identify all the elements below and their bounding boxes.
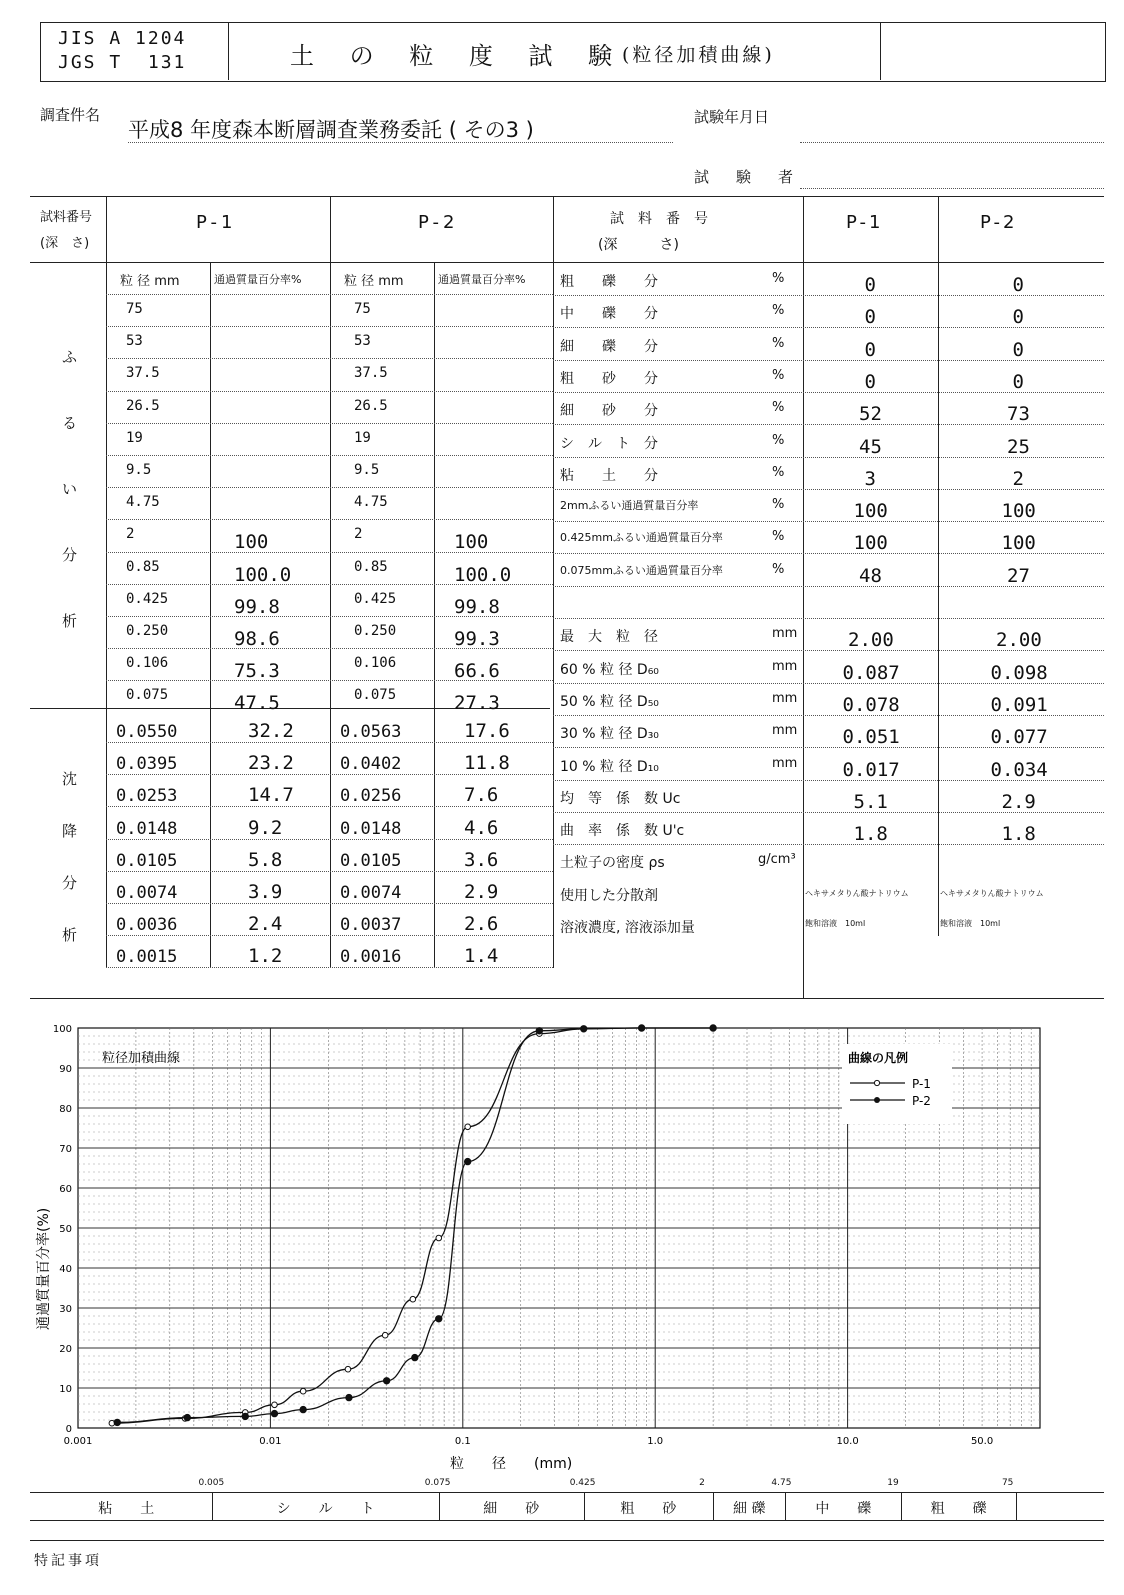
- summary-p2: 25: [1007, 435, 1030, 458]
- summary-p2: 0: [1012, 274, 1024, 296]
- sed-size-p1: 0.0015: [116, 947, 178, 968]
- summary-p2: 1.8: [1001, 823, 1036, 846]
- sed-size-p1: 0.0105: [116, 850, 178, 871]
- survey-name: 平成8 年度森本断層調査業務委託 ( その3 ): [128, 118, 534, 142]
- sed-pass-p2: 1.4: [464, 945, 499, 968]
- summary-p2: 飽和溶液 10ml: [940, 919, 1001, 928]
- x-tick-label: 0.01: [259, 1436, 282, 1447]
- summary-label: 60 % 粒 径 D₆₀: [560, 661, 659, 678]
- summary-p1: 3: [864, 467, 876, 490]
- col-pass-p2: 通過質量百分率%: [438, 273, 526, 286]
- y-tick-label: 30: [59, 1304, 72, 1315]
- col-pass-p1: 通過質量百分率%: [214, 273, 302, 286]
- y-tick-label: 90: [59, 1064, 72, 1075]
- summary-p1: 0.051: [842, 726, 900, 749]
- summary-p2: 0.091: [990, 693, 1048, 716]
- sieve-pass-p1: 100.0: [234, 563, 292, 586]
- y-tick-label: 80: [59, 1104, 72, 1115]
- summary-p1: 0: [864, 306, 876, 329]
- summary-p1: 2.00: [848, 629, 894, 652]
- sieve-size-p1: 0.250: [126, 623, 169, 639]
- chart-title: 粒径加積曲線: [102, 1051, 181, 1066]
- sed-pass-p1: 23.2: [248, 752, 294, 775]
- summary-label: 30 % 粒 径 D₃₀: [560, 726, 659, 743]
- summary-p1: 45: [859, 435, 882, 458]
- x-tick-label: 10.0: [836, 1436, 859, 1447]
- sieve-pass-p1: 98.6: [234, 628, 280, 650]
- summary-unit: %: [772, 303, 785, 319]
- summary-p2: 2: [1012, 467, 1024, 490]
- sieve-pass-p1: 99.8: [234, 595, 280, 618]
- data-point-P-1: [436, 1235, 442, 1241]
- survey-label: 調査件名: [40, 106, 101, 124]
- sieve-size-p2: 9.5: [354, 462, 380, 478]
- data-point-P-2: [581, 1026, 587, 1032]
- summary-p2: 0.034: [990, 758, 1048, 781]
- summary-p1: 0: [864, 370, 876, 393]
- summary-p1: 0.087: [842, 661, 900, 684]
- summary-p1: ヘキサメタりん酸ナトリウム: [805, 888, 909, 898]
- summary-label: シ ル ト 分: [560, 435, 658, 452]
- data-point-P-2: [300, 1406, 306, 1412]
- data-point-P-2: [346, 1394, 352, 1400]
- depth-label: (深 さ): [40, 236, 90, 251]
- summary-label: 曲 率 係 数 U'c: [560, 823, 685, 840]
- summary-p2: 0.098: [990, 661, 1048, 684]
- summary-unit: %: [772, 271, 785, 286]
- sieve-size-p1: 0.425: [126, 590, 169, 607]
- data-point-P-2: [436, 1316, 442, 1322]
- data-point-P-1: [382, 1332, 388, 1338]
- sieve-size-p2: 2: [354, 526, 363, 543]
- data-point-P-2: [638, 1025, 644, 1031]
- sed-pass-p1: 5.8: [248, 848, 283, 871]
- summary-unit: %: [772, 464, 785, 480]
- soil-class-label: 粘 土: [98, 1501, 155, 1517]
- sed-size-p1: 0.0395: [116, 754, 178, 775]
- summary-label: 粘 土 分: [560, 467, 658, 484]
- sieve-size-p2: 75: [354, 301, 371, 317]
- y-tick-label: 10: [59, 1384, 72, 1395]
- summary-p1: 100: [853, 500, 888, 523]
- summary-p2: ヘキサメタりん酸ナトリウム: [940, 888, 1044, 898]
- summary-label: 粗 砂 分: [560, 370, 658, 387]
- sieve-size-p1: 4.75: [126, 494, 160, 511]
- sieve-pass-p1: 47.5: [234, 692, 280, 715]
- y-tick-label: 60: [59, 1184, 72, 1195]
- sed-size-p1: 0.0550: [116, 722, 178, 742]
- summary-unit: mm: [772, 626, 798, 642]
- sed-pass-p1: 2.4: [248, 913, 283, 936]
- summary-p2: 2.9: [1001, 790, 1036, 813]
- summary-label: 2mmふるい通過質量百分率: [560, 499, 699, 513]
- y-tick-label: 40: [59, 1264, 72, 1275]
- summary-label: 最 大 粒 径: [560, 629, 658, 646]
- sample-p1-header: P-1: [196, 212, 237, 233]
- standard-code-1: JIS A 1204: [58, 28, 187, 49]
- summary-p1: 0: [864, 274, 876, 296]
- sieve-pass-p2: 66.6: [454, 660, 500, 683]
- boundary-label: 75: [1001, 1478, 1014, 1488]
- summary-unit: %: [772, 497, 785, 513]
- summary-label: 均 等 係 数 Uc: [560, 790, 681, 807]
- sieve-size-p2: 0.85: [354, 558, 388, 575]
- soil-class-label: 中 礫: [815, 1501, 872, 1517]
- sed-pass-p1: 3.9: [248, 881, 283, 903]
- soil-class-label: 細 砂: [483, 1501, 540, 1517]
- grain-size-curve-chart: [0, 1010, 1124, 1510]
- sed-size-p2: 0.0037: [340, 915, 402, 936]
- sed-size-p1: 0.0148: [116, 818, 178, 839]
- data-point-P-2: [464, 1158, 470, 1164]
- col-size-p2: 粒 径 mm: [344, 274, 404, 289]
- x-tick-label: 1.0: [647, 1436, 664, 1447]
- summary-unit: mm: [772, 723, 798, 739]
- boundary-label: 4.75: [771, 1478, 792, 1488]
- right-p2-header: P-2: [980, 212, 1018, 233]
- y-tick-label: 20: [59, 1344, 72, 1355]
- summary-p2: 0: [1012, 306, 1024, 329]
- sed-pass-p1: 14.7: [248, 784, 294, 807]
- sieve-size-p1: 2: [126, 526, 135, 543]
- data-point-P-2: [412, 1354, 418, 1360]
- sieve-size-p1: 0.85: [126, 558, 160, 575]
- page-title: 土 の 粒 度 試 験: [290, 42, 627, 70]
- summary-p2: 73: [1007, 403, 1030, 426]
- summary-p2: 100: [1001, 532, 1036, 555]
- summary-label: 10 % 粒 径 D₁₀: [560, 758, 659, 775]
- sieve-pass-p2: 27.3: [454, 692, 500, 715]
- data-point-P-1: [465, 1124, 471, 1130]
- summary-p2: 0: [1012, 370, 1024, 393]
- legend-p2: P-2: [912, 1094, 931, 1108]
- sieve-pass-p2: 100: [454, 531, 489, 554]
- y-tick-label: 50: [59, 1224, 72, 1235]
- boundary-label: 0.005: [198, 1478, 225, 1488]
- boundary-label: 0.425: [569, 1478, 596, 1488]
- x-tick-label: 0.1: [454, 1436, 471, 1447]
- sed-pass-p1: 32.2: [248, 720, 294, 742]
- summary-p1: 52: [859, 403, 882, 426]
- sieve-pass-p2: 99.8: [454, 595, 500, 618]
- x-tick-label: 0.001: [63, 1436, 93, 1447]
- sieve-size-p2: 0.425: [354, 590, 397, 607]
- sed-size-p2: 0.0105: [340, 850, 402, 871]
- summary-p2: 2.00: [996, 629, 1042, 652]
- summary-p1: 100: [853, 532, 888, 555]
- x-axis-label: 粒 径 (mm): [450, 1456, 573, 1472]
- sed-size-p2: 0.0016: [340, 947, 402, 968]
- sed-size-p2: 0.0148: [340, 818, 402, 839]
- data-point-P-1: [300, 1388, 306, 1394]
- y-tick-label: 0: [65, 1424, 72, 1435]
- sieve-size-p1: 9.5: [126, 462, 152, 478]
- summary-p1: 0.078: [842, 693, 900, 716]
- summary-p1: 0: [864, 338, 876, 361]
- summary-label: 細 砂 分: [560, 403, 658, 420]
- summary-label: 0.425mmふるい通過質量百分率: [560, 531, 723, 545]
- summary-unit: mm: [772, 755, 798, 771]
- summary-p1: 48: [859, 564, 882, 587]
- legend-title: 曲線の凡例: [848, 1051, 909, 1065]
- data-point-P-1: [272, 1402, 278, 1408]
- test-date-label: 試験年月日: [694, 108, 770, 126]
- legend-p1: P-1: [912, 1077, 931, 1091]
- sieve-size-p1: 75: [126, 301, 143, 317]
- x-tick-label: 50.0: [970, 1436, 994, 1447]
- boundary-label: 2: [699, 1478, 705, 1488]
- sieve-size-p1: 0.106: [126, 655, 169, 672]
- sed-pass-p1: 9.2: [248, 816, 283, 839]
- data-point-P-2: [271, 1410, 277, 1416]
- data-point-P-2: [536, 1028, 542, 1034]
- sample-p2-header: P-2: [418, 212, 459, 233]
- soil-class-label: 細 礫: [733, 1501, 766, 1517]
- sieve-size-p2: 37.5: [354, 365, 388, 382]
- y-axis-label: 通過質量百分率(%): [36, 1207, 52, 1330]
- summary-label: 粗 礫 分: [560, 274, 658, 290]
- remarks-label: 特記事項: [34, 1553, 102, 1569]
- data-point-P-2: [242, 1413, 248, 1419]
- sieve-size-p2: 53: [354, 333, 371, 350]
- summary-p1: 飽和溶液 10ml: [805, 919, 866, 928]
- summary-p1: 5.1: [853, 790, 888, 813]
- summary-unit: %: [772, 529, 785, 545]
- data-point-P-2: [383, 1378, 389, 1384]
- sieve-size-p2: 0.250: [354, 623, 397, 639]
- summary-label: 0.075mmふるい通過質量百分率: [560, 563, 723, 577]
- summary-label: 50 % 粒 径 D₅₀: [560, 693, 659, 710]
- sed-size-p1: 0.0074: [116, 883, 178, 903]
- summary-unit: %: [772, 432, 785, 448]
- sieve-pass-p2: 100.0: [454, 563, 512, 586]
- sed-pass-p2: 4.6: [464, 816, 499, 839]
- standard-code-2: JGS T 131: [58, 52, 187, 73]
- summary-p2: 0: [1012, 338, 1024, 361]
- sed-pass-p2: 7.6: [464, 784, 499, 807]
- sieve-size-p1: 26.5: [126, 397, 160, 414]
- sieve-pass-p2: 99.3: [454, 628, 500, 650]
- boundary-label: 0.075: [424, 1478, 451, 1488]
- sed-pass-p2: 2.9: [464, 881, 499, 903]
- data-point-P-2: [114, 1419, 120, 1425]
- summary-p1: 0.017: [842, 758, 900, 781]
- sieve-pass-p1: 75.3: [234, 660, 280, 683]
- sed-pass-p2: 2.6: [464, 913, 499, 936]
- sed-pass-p2: 3.6: [464, 848, 499, 871]
- sed-size-p2: 0.0074: [340, 883, 402, 903]
- soil-class-label: 粗 礫: [930, 1501, 987, 1517]
- summary-unit: %: [772, 367, 785, 383]
- boundary-label: 19: [887, 1478, 899, 1488]
- sieve-size-p1: 53: [126, 333, 143, 350]
- sed-pass-p2: 17.6: [464, 720, 510, 742]
- series-line-P-2: [117, 1028, 713, 1422]
- summary-label: 土粒子の密度 ρs: [560, 855, 665, 872]
- summary-unit: %: [772, 561, 785, 577]
- sieve-size-p2: 19: [354, 429, 371, 446]
- summary-unit: mm: [772, 690, 798, 706]
- legend: [842, 1044, 952, 1124]
- summary-p2: 0.077: [990, 726, 1048, 749]
- y-tick-label: 100: [52, 1024, 72, 1035]
- sieve-size-p2: 4.75: [354, 494, 388, 511]
- summary-label: 溶液濃度, 溶液添加量: [560, 920, 695, 936]
- sed-size-p1: 0.0253: [116, 786, 178, 807]
- sample-no-label: 試料番号: [40, 210, 93, 225]
- sieve-size-p2: 0.075: [354, 687, 397, 704]
- data-point-P-1: [410, 1296, 416, 1302]
- series-line-P-1: [112, 1028, 713, 1423]
- summary-p2: 100: [1001, 500, 1036, 523]
- summary-p2: 27: [1007, 564, 1030, 587]
- data-point-P-2: [710, 1025, 716, 1031]
- sed-size-p2: 0.0402: [340, 754, 402, 775]
- data-point-P-1: [345, 1366, 351, 1372]
- summary-unit: %: [772, 400, 785, 416]
- sieve-size-p2: 0.106: [354, 655, 397, 672]
- y-tick-label: 70: [59, 1144, 72, 1155]
- sed-pass-p2: 11.8: [464, 752, 510, 775]
- sed-size-p2: 0.0256: [340, 786, 402, 807]
- sieve-size-p1: 0.075: [126, 687, 169, 704]
- right-p1-header: P-1: [846, 212, 884, 233]
- sed-size-p2: 0.0563: [340, 722, 402, 742]
- data-point-P-2: [184, 1414, 190, 1420]
- page-subtitle: (粒径加積曲線): [622, 44, 775, 66]
- summary-unit: mm: [772, 658, 798, 674]
- summary-label: 中 礫 分: [560, 306, 658, 323]
- summary-unit: %: [772, 335, 785, 351]
- summary-unit: g/cm³: [758, 852, 796, 868]
- tester-label: 試 験 者: [694, 168, 800, 186]
- sieve-pass-p1: 100: [234, 531, 269, 554]
- sed-pass-p1: 1.2: [248, 945, 283, 968]
- soil-class-label: 粗 砂: [620, 1501, 677, 1517]
- summary-label: 細 礫 分: [560, 338, 658, 355]
- summary-p1: 1.8: [853, 823, 888, 846]
- sed-size-p1: 0.0036: [116, 915, 178, 936]
- soil-class-label: シ ル ト: [276, 1501, 375, 1517]
- sieve-size-p1: 37.5: [126, 365, 160, 382]
- right-sample-no-label: 試 料 番 号: [610, 211, 708, 227]
- sieve-size-p2: 26.5: [354, 397, 388, 414]
- summary-label: 使用した分散剤: [560, 887, 658, 904]
- right-depth-label: (深 さ): [598, 237, 679, 253]
- col-size-p1: 粒 径 mm: [120, 274, 180, 289]
- sieve-size-p1: 19: [126, 429, 143, 446]
